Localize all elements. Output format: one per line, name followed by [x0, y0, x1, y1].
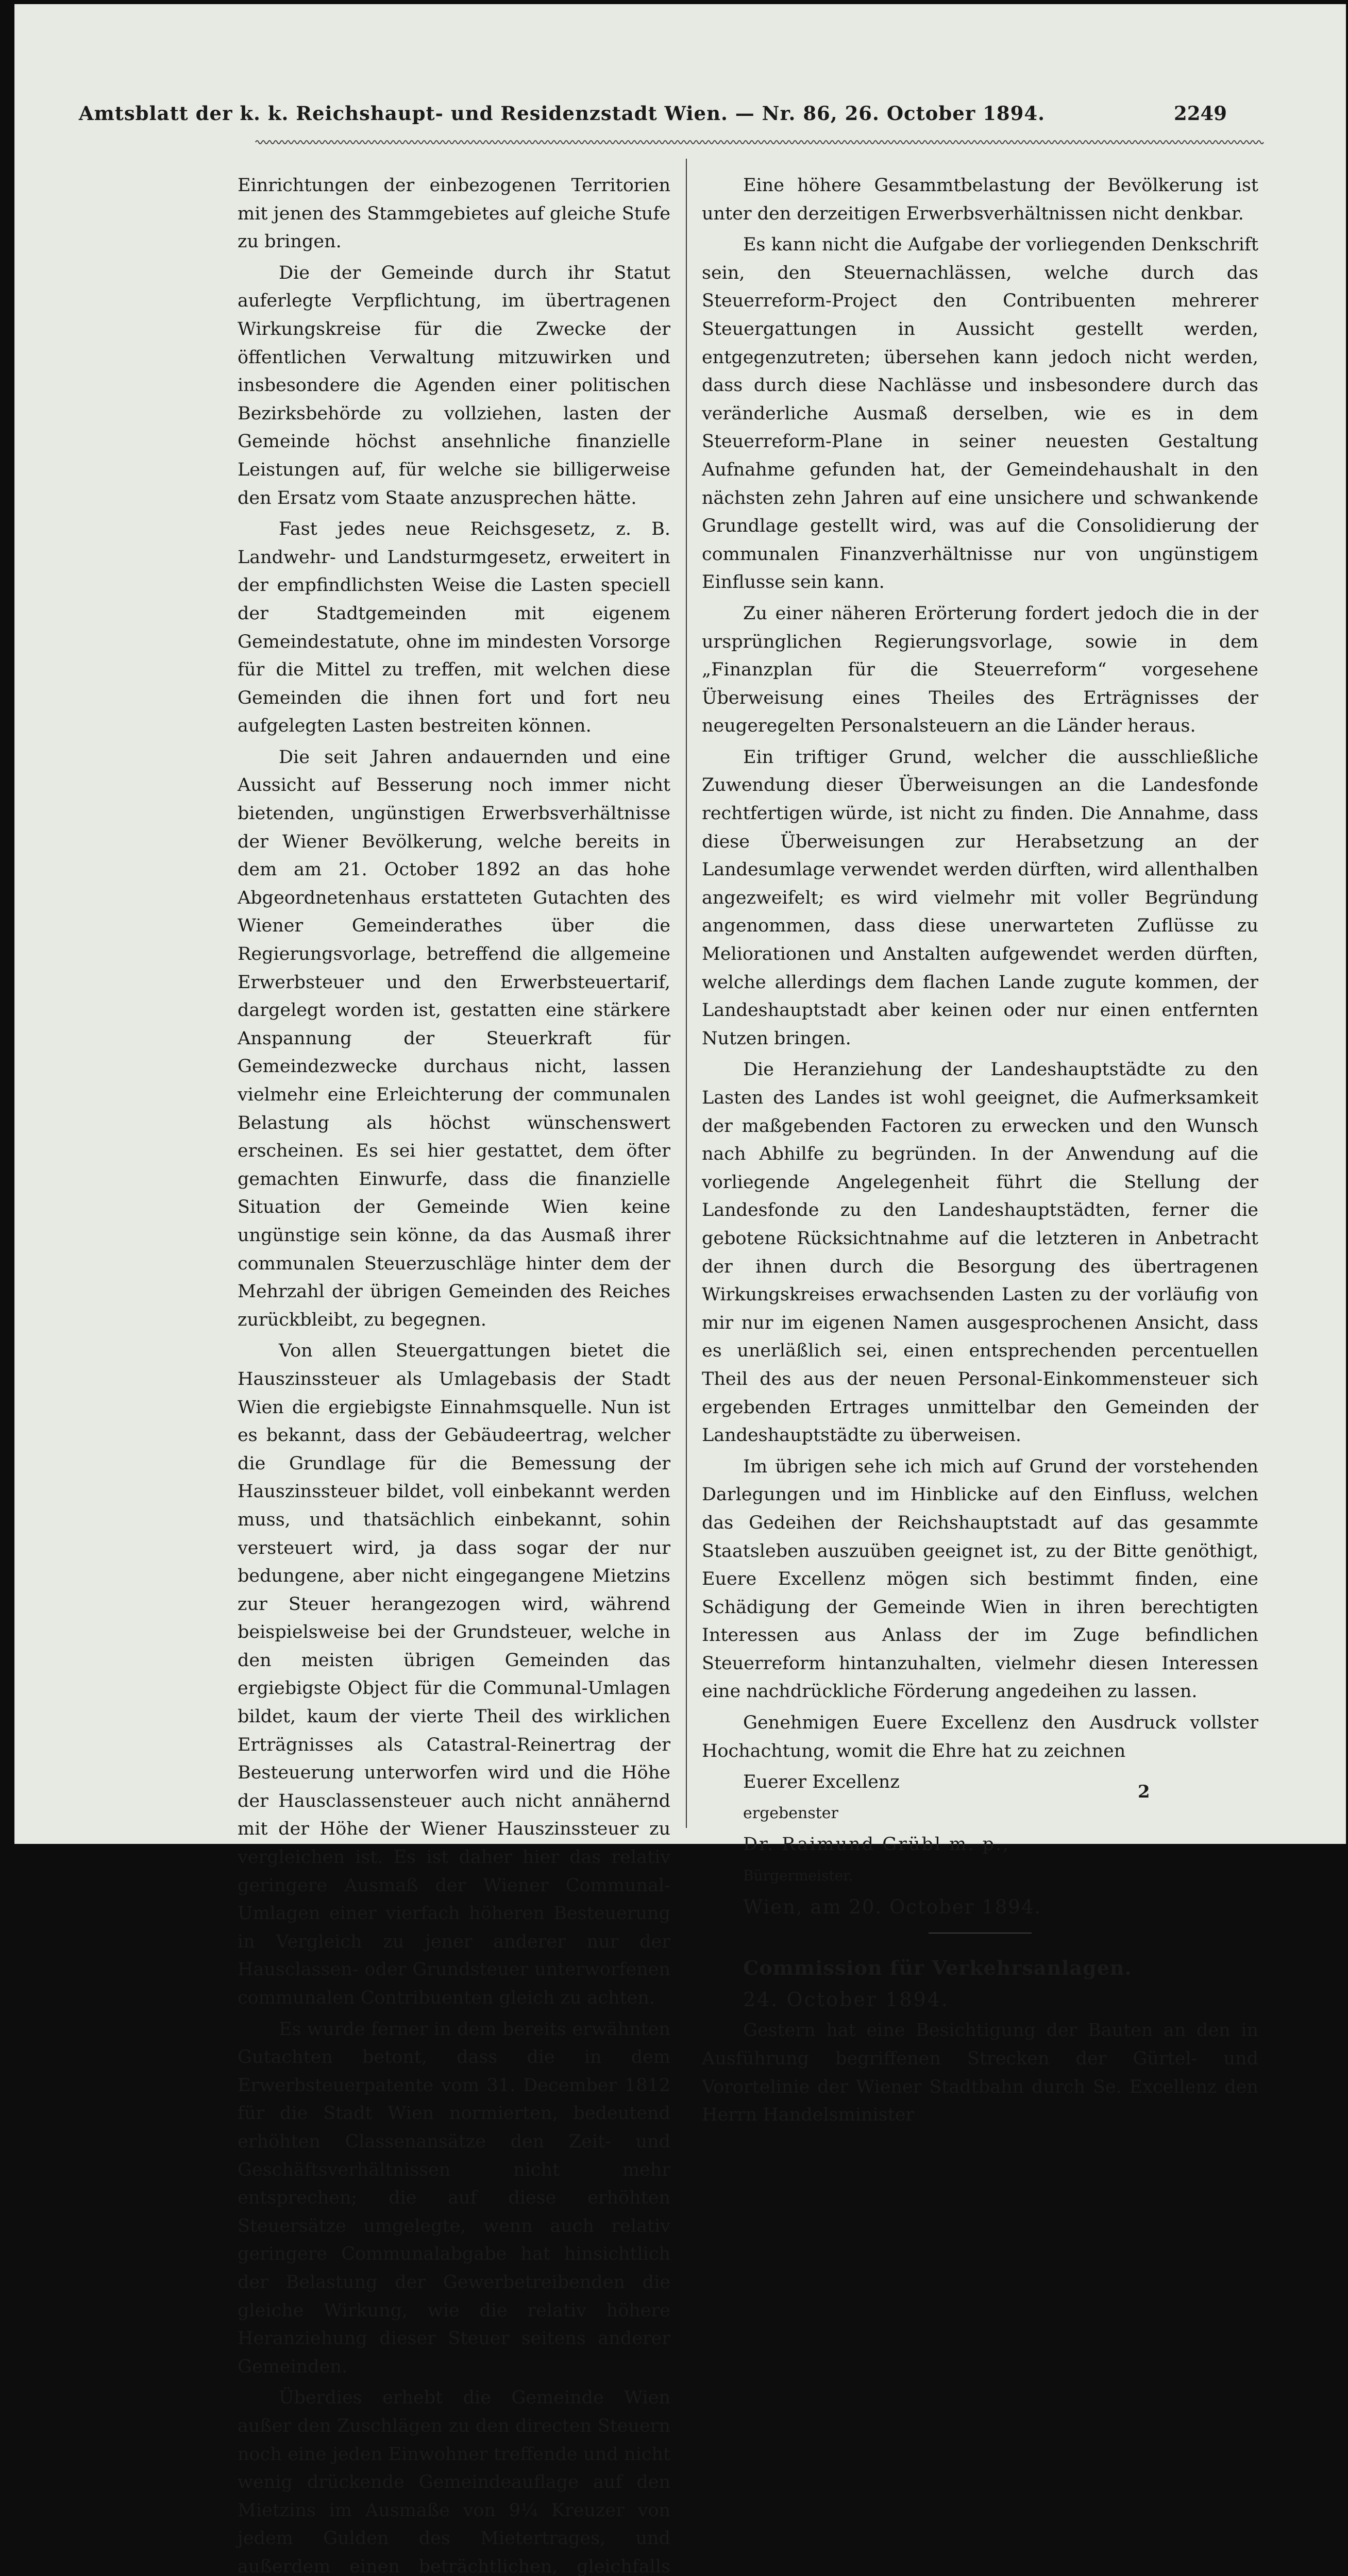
- column-divider: [686, 159, 687, 1828]
- right-column: [702, 172, 1258, 2132]
- right-paragraph: Genehmigen Euere Excellenz den Ausdruck vollster Hochachtung, womit die Ehre hat zu zeichnen: [702, 1713, 1258, 1761]
- left-column: [238, 172, 670, 2576]
- section-date: 24. October 1894.: [743, 1988, 949, 2011]
- left-paragraph: Es wurde ferner in dem bereits erwähnten Gutachten betont, dass die in dem Erwerbsteuerpatente vom 31. December 1812 für die Stadt Wien normierten, bedeutend erhöhten Classenansätze den Zeit- und Geschäftsverhältnissen nicht mehr entsprechen; die auf diese erhöhten Steuersätze umgelegte, wenn auch relativ geringere Communalabgabe hat hinsichtlich der Belastung der Gewerbetreibenden die gleiche Wirkung, wie die relativ höhere Heranziehung dieser Steuer seitens anderer Gemeinden.: [238, 2019, 670, 2377]
- signature-mark: 2: [1138, 1782, 1150, 1802]
- section-divider: [929, 1933, 1032, 1934]
- newspaper-page: [14, 4, 1346, 2576]
- right-paragraph: Im übrigen sehe ich mich auf Grund der vorstehenden Darlegungen und im Hinblicke auf den Einfluss, welchen das Gedeihen der Reichshauptstadt auf das gesammte Staatsleben auszuüben geeignet ist, zu der Bitte genöthigt, Euere Excellenz mögen sich bestimmt finden, eine Schädigung der Gemeinde Wien in ihren berechtigten Interessen aus Anlass der im Zuge befindlichen Steuerreform hintanzuhalten, vielmehr diesen Interessen eine nachdrückliche Förderung angedeihen zu lassen.: [702, 1456, 1258, 1702]
- right-paragraph: Ein triftiger Grund, welcher die ausschließliche Zuwendung dieser Überweisungen an die Landesfonde rechtfertigen würde, ist nicht zu finden. Die Annahme, dass diese Überweisungen zur Herabsetzung an der Landesumlage verwendet werden dürften, wird allenthalben angezweifelt; es wird vielmehr mit voller Begründung angenommen, dass diese unerwarteten Zuflüsse zu Meliorationen und Anstalten aufgewendet werden dürften, welche allerdings dem flachen Lande zugute kommen, der Landeshauptstadt aber keinen oder nur einen entfernten Nutzen bringen.: [702, 747, 1258, 1049]
- right-paragraph: Es kann nicht die Aufgabe der vorliegenden Denkschrift sein, den Steuernachlässen, welche durch das Steuerreform-Project den Contribuenten mehrerer Steuergattungen in Aussicht gestellt werden, entgegenzutreten; übersehen kann jedoch nicht werden, dass durch diese Nachlässe und insbesondere durch das veränderliche Ausmaß derselben, wie es in dem Steuerreform-Plane in seiner neuesten Gestaltung Aufnahme gefunden hat, der Gemeindehaushalt in den nächsten zehn Jahren auf eine unsichere und schwankende Grundlage gestellt wird, was auf die Consolidierung der communalen Finanzverhältnisse nur von ungünstigem Einflusse sein kann.: [702, 234, 1258, 593]
- left-paragraph: Einrichtungen der einbezogenen Territorien mit jenen des Stammgebietes auf gleiche Stufe zu bringen.: [238, 175, 670, 252]
- right-paragraph: Eine höhere Gesammtbelastung der Bevölkerung ist unter den derzeitigen Erwerbsverhältnissen nicht denkbar.: [702, 175, 1258, 224]
- section-paragraph: Gestern hat eine Besichtigung der Bauten an den in Ausführung begriffenen Strecken der Gürtel- und Vorortelinie der Wiener Stadtbahn durch Se. Excellenz den Herrn Handelsminister: [702, 2020, 1258, 2126]
- left-paragraph: Überdies erhebt die Gemeinde Wien außer den Zuschlägen zu den directen Steuern noch eine jeden Einwohner treffende und nicht wenig drückende Gemeindeauflage auf den Mietzins im Ausmaße von 9¼ Kreuzer von jedem Gulden des Mietertrages, und außerdem einen beträchtlichen, gleichfalls: [238, 2387, 670, 2576]
- right-paragraph: Zu einer näheren Erörterung fordert jedoch die in der ursprünglichen Regierungsvorlage, sowie in dem „Finanzplan für die Steuerreform“ vorgesehene Überweisung eines Theiles des Erträgnisses der neugeregelten Personalsteuern an die Länder heraus.: [702, 603, 1258, 737]
- left-paragraph: Die der Gemeinde durch ihr Statut auferlegte Verpflichtung, im übertragenen Wirkungskreise für die Zwecke der öffentlichen Verwaltung mitzuwirken und insbesondere die Agenden einer politischen Bezirksbehörde zu vollziehen, lasten der Gemeinde höchst ansehnliche finanzielle Leistungen auf, für welche sie billigerweise den Ersatz vom Staate anzusprechen hätte.: [238, 262, 670, 509]
- letter-signoff: ergebenster: [743, 1804, 838, 1822]
- left-paragraph: Von allen Steuergattungen bietet die Hauszinssteuer als Umlagebasis der Stadt Wien die ergiebigste Einnahmsquelle. Nun ist es bekannt, dass der Gebäudeertrag, welcher die Grundlage für die Bemessung der Hauszinssteuer bildet, voll einbekannt werden muss, und thatsächlich einbekannt, sohin versteuert wird, ja dass sogar der nur bedungene, aber nicht eingegangene Mietzins zur Steuer herangezogen wird, während beispielsweise bei der Grundsteuer, welche in den meisten übrigen Gemeinden das ergiebigste Object für die Communal-Umlagen bildet, kaum der vierte Theil des wirklichen Erträgnisses als Catastral-Reinertrag der Besteuerung unterworfen wird und die Höhe der Hausclassensteuer auch nicht annähernd mit der Höhe der Wiener Hauszinssteuer zu vergleichen ist. Es ist daher hier das relativ geringere Ausmaß der Wiener Communal-Umlagen einer vierfach höheren Besteuerung in Vergleich zu jener anderer nur der Hausclassen- oder Grundsteuer unterworfenen communalen Contribuenten gleich zu achten.: [238, 1341, 670, 2008]
- left-paragraph: Fast jedes neue Reichsgesetz, z. B. Landwehr- und Landsturmgesetz, erweitert in der empfindlichsten Weise die Lasten speciell der Stadtgemeinden mit eigenem Gemeindestatute, ohne im mindesten Vorsorge für die Mittel zu treffen, mit welchen diese Gemeinden die ihnen fort und fort neu aufgelegten Lasten bestreiten können.: [238, 519, 670, 737]
- left-paragraph: Die seit Jahren andauernden und eine Aussicht auf Besserung noch immer nicht bietenden, ungünstigen Erwerbsverhältnisse der Wiener Bevölkerung, welche bereits in dem am 21. October 1892 an das hohe Abgeordnetenhaus erstatteten Gutachten des Wiener Gemeinderathes über die Regierungsvorlage, betreffend die allgemeine Erwerbsteuer und den Erwerbsteuertarif, dargelegt worden ist, gestatten eine stärkere Anspannung der Steuerkraft für Gemeindezwecke durchaus nicht, lassen vielmehr eine Erleichterung der communalen Belastung als höchst wünschenswert erscheinen. Es sei hier gestattet, dem öfter gemachten Einwurfe, dass die finanzielle Situation der Gemeinde Wien keine ungünstige sein könne, da das Ausmaß ihrer communalen Steuerzuschläge hinter dem der Mehrzahl der übrigen Gemeinden des Reiches zurückbleibt, zu begegnen.: [238, 747, 670, 1330]
- right-paragraph: Die Heranziehung der Landeshauptstädte zu den Lasten des Landes ist wohl geeignet, die Aufmerksamkeit der maßgebenden Factoren zu erwecken und den Wunsch nach Abhilfe zu begründen. In der Anwendung auf die vorliegende Angelegenheit führt die Stellung der Landesfonde zu den Landeshauptstädten, ferner die gebotene Rücksichtnahme auf die letzteren in Anbetracht der ihnen durch die Besorgung des übertragenen Wirkungskreises erwachsenden Lasten zu der vorläufig von mir nur im eigenen Namen ausgesprochenen Ansicht, dass es unerläßlich sei, einen entsprechenden percentuellen Theil des aus der neuen Personal-Einkommensteuer sich ergebenden Ertrages unmittelbar den Gemeinden der Landeshauptstädte zu überweisen.: [702, 1059, 1258, 1446]
- header-title: Amtsblatt der k. k. Reichshaupt- und Residenzstadt Wien. — Nr. 86, 26. October 1894.: [78, 102, 1045, 125]
- section-title: Commission für Verkehrsanlagen.: [743, 1956, 1132, 1980]
- signer-role: Bürgermeister.: [743, 1867, 853, 1885]
- page-header: [14, 4, 1346, 141]
- place-date: Wien, am 20. October 1894.: [743, 1895, 1042, 1918]
- letter-closing: Euerer Excellenz: [743, 1772, 900, 1793]
- page-number: 2249: [1174, 102, 1227, 125]
- signer-name: Dr. Raimund Grübl m. p.,: [743, 1834, 1010, 1855]
- wavy-rule: [256, 139, 1260, 145]
